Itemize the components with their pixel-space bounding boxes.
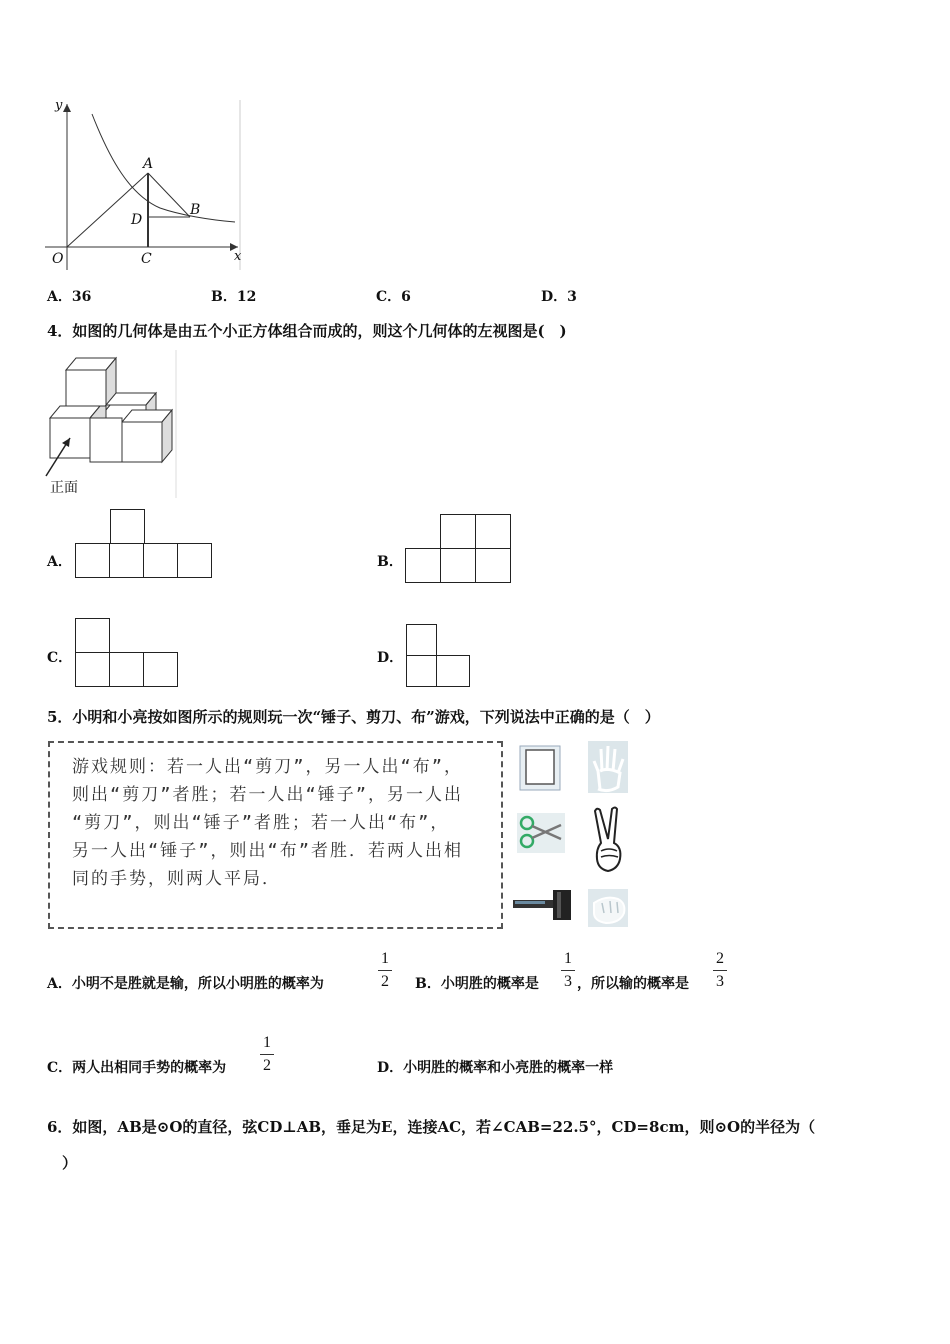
graph-label-x: x xyxy=(234,249,242,264)
q5-option-b-fraction-2: 2 3 xyxy=(713,950,727,991)
q5-option-d[interactable]: D．小明胜的概率和小亮胜的概率一样 xyxy=(377,1060,614,1076)
q5-option-a[interactable]: A．小明不是胜就是输，所以小明胜的概率为 xyxy=(47,976,324,992)
q4-option-b-label[interactable]: B． xyxy=(377,554,403,570)
q4-option-d-label[interactable]: D． xyxy=(377,650,404,666)
graph-label-d: D xyxy=(131,212,143,228)
q3-option-d[interactable]: D．3 xyxy=(541,289,577,305)
q5-option-a-fraction: 1 2 xyxy=(378,950,392,991)
scissors-icon xyxy=(517,813,565,853)
q6-stem-line-2: ） xyxy=(62,1154,78,1172)
q5-option-b-continued: ，所以输的概率是 xyxy=(577,976,689,992)
game-rules-box xyxy=(48,741,503,929)
q5-option-c-fraction: 1 2 xyxy=(260,1034,274,1075)
q4-option-a-label[interactable]: A． xyxy=(47,554,72,570)
fist-icon xyxy=(588,889,628,927)
q3-option-c[interactable]: C．6 xyxy=(376,289,411,305)
game-rules-text: 游戏规则：若一人出“剪刀”，另一人出“布”， 则出“剪刀”者胜；若一人出“锤子”，另一人出 “剪刀”，则出“锤子”者胜；若一人出“布”， 另一人出“锤子”，则出“布”者胜．若两人出相 同的手势，则两人平局． xyxy=(72,757,463,889)
victory-hand-icon xyxy=(592,805,626,873)
q4-stem: 4．如图的几何体是由五个小正方体组合而成的，则这个几何体的左视图是( ) xyxy=(47,322,567,340)
q5-option-b[interactable]: B．小明胜的概率是 xyxy=(415,976,539,992)
graph-label-a: A xyxy=(143,156,154,172)
q5-stem: 5．小明和小亮按如图所示的规则玩一次“锤子、剪刀、布”游戏，下列说法中正确的是（ ） xyxy=(47,708,660,726)
q5-option-c[interactable]: C．两人出相同手势的概率为 xyxy=(47,1060,227,1076)
q3-option-b[interactable]: B．12 xyxy=(211,289,257,305)
q3-option-a[interactable]: A．36 xyxy=(47,289,92,305)
q4-option-c-label[interactable]: C． xyxy=(47,650,73,666)
front-label: 正面 xyxy=(50,480,78,496)
q5-option-b-fraction-1: 1 3 xyxy=(561,950,575,991)
graph-label-origin: O xyxy=(52,251,64,267)
graph-label-y: y xyxy=(55,98,63,113)
q6-stem-line-1: 6．如图，AB是⊙O的直径，弦CD⊥AB，垂足为E，连接AC，若∠CAB=22.5°，CD=8cm，则⊙O的半径为（ xyxy=(47,1118,816,1136)
paper-sheet-icon xyxy=(518,744,562,792)
open-hand-icon xyxy=(588,741,628,793)
graph-label-c: C xyxy=(141,251,152,267)
hammer-icon xyxy=(513,886,573,926)
graph-label-b: B xyxy=(190,202,201,218)
q4-solid-figure xyxy=(44,350,179,498)
q3-graph xyxy=(40,100,250,275)
